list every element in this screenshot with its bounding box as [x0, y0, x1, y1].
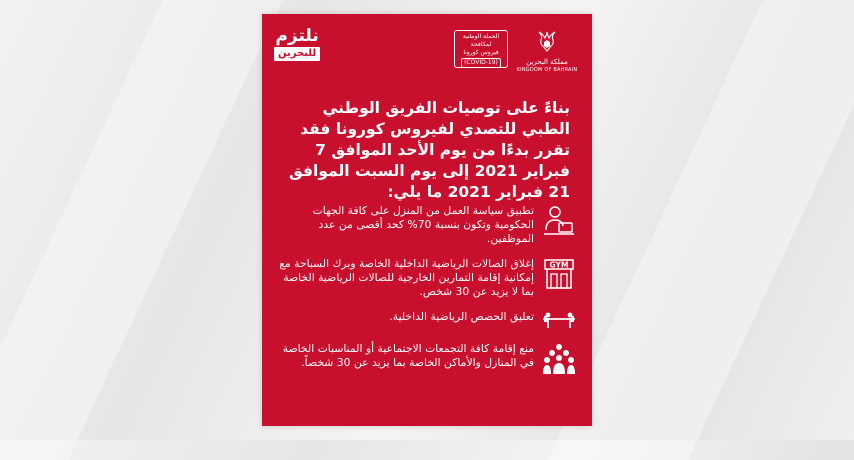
covid-tag: (COVID-19) — [461, 58, 501, 68]
list-item — [274, 204, 576, 246]
poster-header — [262, 24, 592, 80]
gym-icon — [542, 257, 576, 291]
bahrain-emblem-icon — [537, 30, 557, 54]
work-from-home-icon — [542, 204, 576, 238]
kingdom-name-arabic: مملكة البحرين — [526, 58, 568, 66]
slogan-sub: للبحرين — [274, 47, 320, 61]
gym-sign-text: GYM — [549, 260, 569, 270]
list-item-text: تعليق الحصص الرياضية الداخلية. — [389, 310, 534, 323]
announcement-headline: بناءً على توصيات الفريق الوطني الطبي للتصدي لفيروس كورونا فقد تقرر بدءًا من يوم الأحد الموافق 7 فبراير 2021 إلى يوم السبت الموافق 21 فبراير 2021 ما يلي: — [288, 99, 570, 201]
campaign-badge — [454, 30, 508, 68]
campaign-line: لمكافحة — [470, 41, 492, 48]
measures-list — [274, 204, 576, 385]
list-item-text: منع إقامة كافة التجمعات الاجتماعية أو المناسبات الخاصة في المنازل والأماكن الخاصة بما يزيد عن 30 شخصاً. — [282, 342, 534, 369]
list-item — [274, 310, 576, 330]
background-stripe — [0, 0, 292, 460]
background-stripe — [548, 0, 854, 460]
list-item-text: إغلاق الصالات الرياضية الداخلية الخاصة وبرك السباحة مع إمكانية إقامة التمارين الخارجية للصالات الرياضية الخاصة بما لا يزيد عن 30 شخص. — [279, 257, 534, 298]
announcement-poster — [262, 14, 592, 426]
slogan-logo — [274, 26, 320, 61]
dumbbell-icon — [542, 310, 576, 330]
list-item — [274, 257, 576, 299]
slogan-main: نلتزم — [275, 26, 319, 46]
kingdom-logo — [516, 30, 578, 74]
campaign-line: الحملة الوطنية — [462, 33, 500, 40]
campaign-line: فيروس كورونا — [463, 49, 499, 56]
kingdom-name-english: KINGDOM OF BAHRAIN — [516, 67, 578, 73]
crowd-icon — [542, 342, 576, 376]
list-item — [274, 342, 576, 376]
list-item-text: تطبيق سياسة العمل من المنزل على كافة الجهات الحكومية وتكون بنسبة 70% كحد أقصى من عدد الموظفين. — [312, 204, 534, 245]
